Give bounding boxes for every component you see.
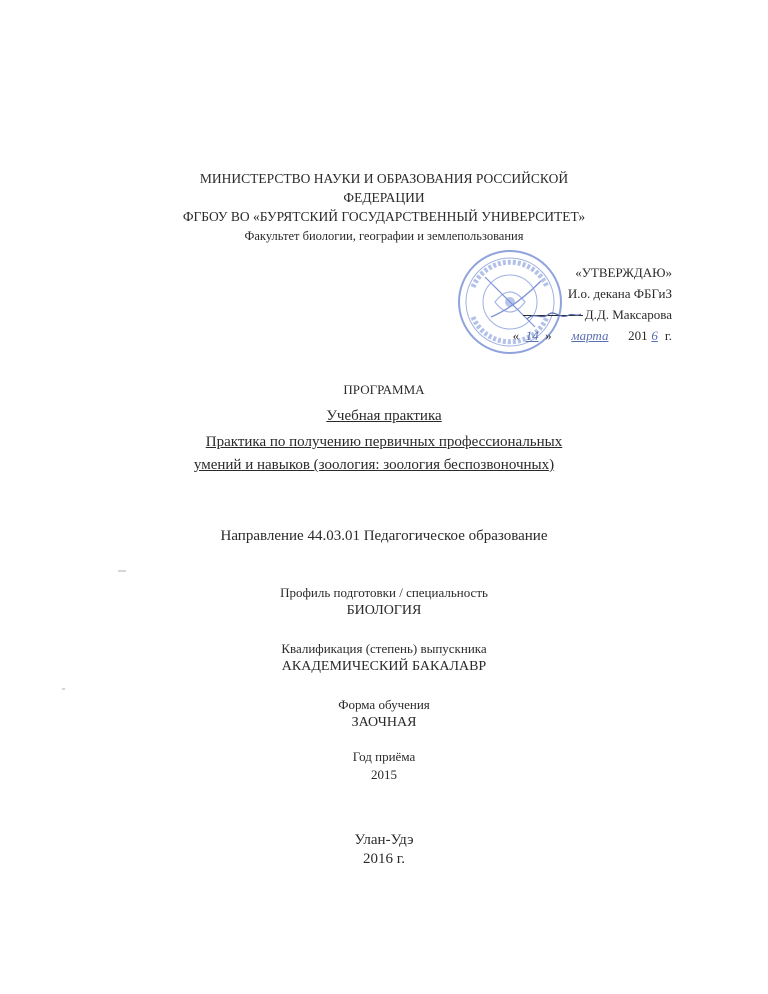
date-suffix: г. xyxy=(664,328,672,343)
profile-label: Профиль подготовки / специальность xyxy=(280,585,488,600)
practice-name-line-1-text: Практика по получению первичных профессиональных xyxy=(205,434,563,450)
footer-year: 2016 г. xyxy=(363,851,405,867)
practice-type xyxy=(0,408,768,425)
study-form-value: ЗАОЧНАЯ xyxy=(351,715,417,730)
date-day: 14 xyxy=(525,328,539,343)
qualification-value: АКАДЕМИЧЕСКИЙ БАКАЛАВР xyxy=(281,659,487,674)
date-year-digit: 6 xyxy=(651,328,658,343)
approval-block xyxy=(472,262,672,346)
practice-name-line-2-text: умений и навыков (зоология: зоология беспозвоночных) xyxy=(193,457,555,473)
scan-speck xyxy=(62,688,65,690)
city: Улан-Удэ xyxy=(354,832,414,848)
qualification-label: Квалификация (степень) выпускника xyxy=(281,641,487,656)
approval-date xyxy=(472,325,672,346)
approval-signer: Д.Д. Максарова xyxy=(584,307,672,322)
ministry-line-2: ФЕДЕРАЦИИ xyxy=(343,190,425,205)
date-open-quote: « xyxy=(512,328,520,343)
practice-type-text: Учебная практика xyxy=(326,408,442,424)
practice-name-line-2 xyxy=(0,457,768,474)
date-year-prefix: 201 xyxy=(628,328,648,343)
approval-title: «УТВЕРЖДАЮ» xyxy=(575,265,672,280)
date-month: марта xyxy=(571,328,609,343)
approval-position: И.о. декана ФБГиЗ xyxy=(567,286,672,301)
signature-icon xyxy=(523,309,583,323)
admission-year-value: 2015 xyxy=(371,767,397,782)
study-form-label: Форма обучения xyxy=(338,697,430,712)
practice-name-line-1 xyxy=(0,434,768,451)
program-label: ПРОГРАММА xyxy=(343,382,425,397)
ministry-line-1: МИНИСТЕРСТВО НАУКИ И ОБРАЗОВАНИЯ РОССИЙСКОЙ xyxy=(199,171,569,186)
approval-signer-line xyxy=(472,304,672,325)
faculty-name: Факультет биологии, географии и землепользования xyxy=(244,229,524,243)
scan-speck xyxy=(118,570,126,572)
profile-value: БИОЛОГИЯ xyxy=(346,603,422,618)
admission-year-label: Год приёма xyxy=(352,749,416,764)
direction: Направление 44.03.01 Педагогическое образование xyxy=(220,528,548,544)
date-close-quote: » xyxy=(545,328,552,343)
university-name: ФГБОУ ВО «БУРЯТСКИЙ ГОСУДАРСТВЕННЫЙ УНИВЕРСИТЕТ» xyxy=(182,209,586,224)
signature-line xyxy=(523,315,583,316)
